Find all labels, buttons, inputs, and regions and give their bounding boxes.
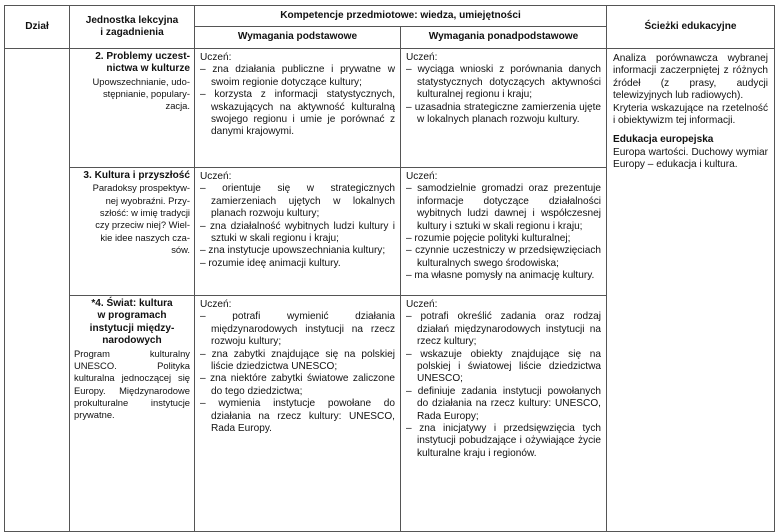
list-item: – czynnie uczestniczy w przedsięwzięciach kulturalnych swego środowiska; [406, 245, 601, 270]
basic-requirements [195, 168, 401, 296]
topic-cell [70, 49, 195, 168]
dzial-cell [5, 49, 70, 532]
list-item: – potrafi wymienić działania międzynarodowych instytucji na rzecz rozwoju kultury; [200, 311, 395, 348]
uczen-label: Uczeń: [200, 299, 232, 310]
sciezki-cell [607, 49, 775, 532]
edu-title: Edukacja europejska [613, 134, 714, 146]
list-item: – definiuje zadania instytucji powołanych do działania na rzecz kultury: UNESCO, Rada Europy; [406, 386, 601, 423]
uczen-label: Uczeń: [200, 52, 232, 63]
uczen-label: Uczeń: [406, 171, 438, 182]
list-item: – ma własne pomysły na animację kultury. [406, 270, 601, 282]
list-item: – wyciąga wnioski z porównania danych statystycznych dotyczących aktywności kulturalnej regionu i kraju; [406, 64, 601, 101]
advanced-requirements [401, 296, 607, 532]
sciezki-paragraph: Kryteria wskazujące na rzetelność i obiektywizm tej informacji. [613, 102, 768, 127]
uczen-label: Uczeń: [200, 171, 232, 182]
list-item: – zna instytucje upowszechniania kultury; [200, 245, 395, 257]
header-dzial: Dział [5, 6, 70, 49]
uczen-label: Uczeń: [406, 52, 438, 63]
header-kompetencje: Kompetencje przedmiotowe: wiedza, umiejętności [195, 6, 607, 27]
list-item: – samodzielnie gromadzi oraz prezentuje informacje dotyczące działalności wybitnych ludzi dawnej i współczesnej kultury i sztuki w skali regionu i kraju; [406, 183, 601, 233]
list-item: – zna działalność wybitnych ludzi kultury i sztuki w skali regionu i kraju; [200, 221, 395, 246]
list-item: – potrafi określić zadania oraz rodzaj działań międzynarodowych instytucji na rzecz kultury; [406, 311, 601, 348]
topic-title: 2. Problemy uczest- nictwa w kulturze [95, 51, 190, 75]
header-ponadpodstawowe: Wymagania ponadpodstawowe [401, 27, 607, 49]
topic-title: 3. Kultura i przyszłość [83, 170, 190, 181]
list-item: – zna działania publiczne i prywatne w swoim regionie dotyczące kultury; [200, 64, 395, 89]
list-item: – korzysta z informacji statystycznych, wskazujących na aktywność kulturalną swojego regionu i umie je porównać z danymi krajowymi. [200, 89, 395, 139]
list-item: – zna niektóre zabytki światowe zaliczone do tego dziedzictwa; [200, 373, 395, 398]
list-item: – rozumie pojęcie polityki kulturalnej; [406, 233, 601, 245]
uczen-label: Uczeń: [406, 299, 438, 310]
topic-description: Program kulturalny UNESCO. Polityka kulturalna jednoczącej się Europy. Międzynarodowe prokulturalne instytucje prywatne. [74, 347, 190, 421]
basic-requirements [195, 296, 401, 532]
basic-requirements [195, 49, 401, 168]
topic-cell [70, 168, 195, 296]
list-item: – zna zabytki znajdujące się na polskiej liście dziedzictwa UNESCO; [200, 349, 395, 374]
list-item: – uzasadnia strategiczne zamierzenia ujęte w lokalnych planach rozwoju kultury. [406, 102, 601, 127]
table-row [5, 49, 775, 168]
advanced-requirements [401, 49, 607, 168]
header-podstawowe: Wymagania podstawowe [195, 27, 401, 49]
topic-description: Upowszechnianie, udo- stępnianie, populary- zacja. [92, 75, 190, 112]
topic-title: *4. Świat: kultura w programach instytucji między- narodowych [89, 298, 175, 347]
header-jednostka: Jednostka lekcyjna i zagadnienia [70, 6, 195, 49]
header-sciezki: Ścieżki edukacyjne [607, 6, 775, 49]
advanced-requirements [401, 168, 607, 296]
list-item: – rozumie ideę animacji kultury. [200, 258, 395, 270]
topic-description: Paradoksy prospektyw- nej wyobraźni. Przy- szłość: w imię tradycji czy przeciw niej? Wiel- kie idee naszych cza- sów. [92, 182, 190, 255]
list-item: – orientuje się w strategicznych zamierzeniach ujętych w lokalnych planach rozwoju kultury; [200, 183, 395, 220]
list-item: – wymienia instytucje powołane do działania na rzecz kultury: UNESCO, Rada Europy. [200, 398, 395, 435]
edu-text: Europa wartości. Duchowy wymiar Europy – edukacja i kultura. [613, 146, 768, 171]
list-item: – wskazuje obiekty znajdujące się na polskiej i światowej liście dziedzictwa UNESCO; [406, 349, 601, 386]
list-item: – zna inicjatywy i przedsięwzięcia tych instytucji pobudzające i ożywiające życie kulturalne kraju i regionów. [406, 423, 601, 460]
topic-cell [70, 296, 195, 532]
curriculum-table [4, 5, 775, 532]
sciezki-paragraph: Analiza porównawcza wybranej informacji zaczerpniętej z różnych źródeł (z prasy, audycji telewizyjnych lub radiowych). [613, 53, 768, 102]
